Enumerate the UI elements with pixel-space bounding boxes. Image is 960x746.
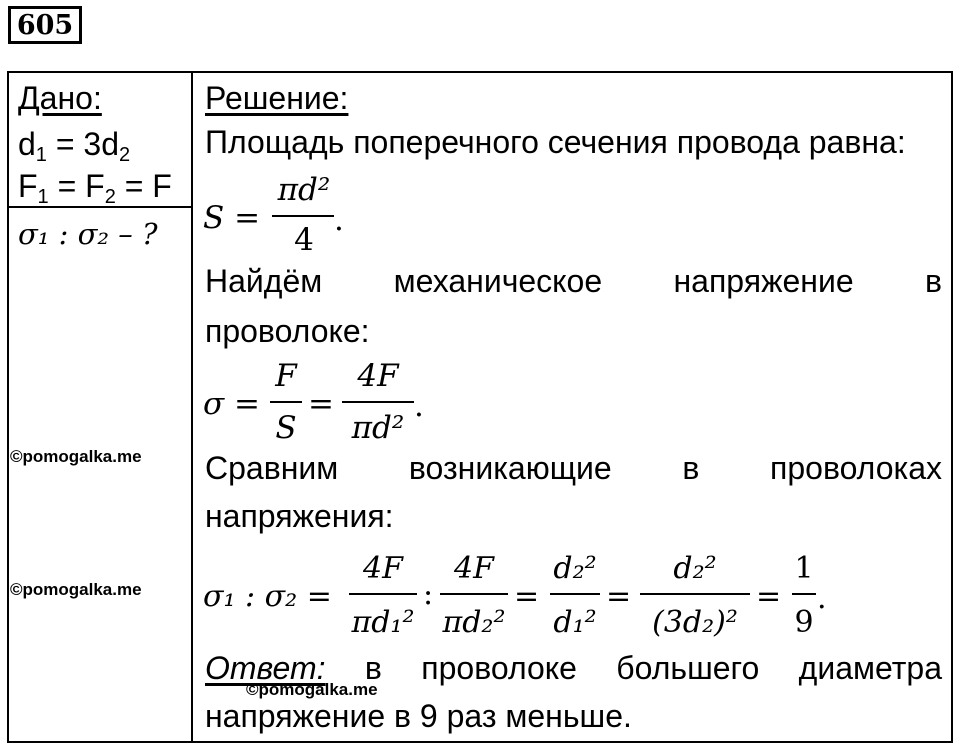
- formula-ratio-c-num: d₂²: [553, 551, 597, 586]
- formula-ratio-end: .: [817, 581, 827, 616]
- formula-stress-f1-num: F: [275, 358, 297, 394]
- answer-line: Ответ: в проволоке большего диаметра: [205, 650, 942, 686]
- formula-ratio-eq1: =: [514, 579, 540, 614]
- given-line-forces: $F_1 = F_2 = F$: [18, 168, 172, 208]
- formula-stress-f1-den: S: [275, 410, 297, 446]
- formula-ratio-e-den: 9: [794, 605, 814, 640]
- formula-ratio-b-den: πd₂²: [442, 605, 506, 640]
- formula-ratio-lhs: σ₁ : σ₂ =: [203, 579, 332, 614]
- given-line-diameters: $d_1 = 3d_2$: [18, 126, 131, 166]
- column-divider: [191, 71, 193, 743]
- formula-ratio: [200, 544, 840, 644]
- formula-stress-eq: =: [308, 386, 334, 422]
- formula-stress-f2-num: 4F: [357, 358, 399, 394]
- paragraph-area: Площадь поперечного сечения провода равна:: [205, 124, 906, 160]
- paragraph-compare: Сравним возникающие в проволоках: [205, 450, 942, 486]
- paragraph-stress-tail: проволоке:: [205, 313, 370, 349]
- formula-area-lhs: S =: [203, 200, 261, 236]
- paragraph-stress: Найдём механическое напряжение в: [205, 263, 942, 299]
- watermark: ©pomogalka.me: [10, 580, 142, 599]
- formula-ratio-a-num: 4F: [363, 551, 403, 586]
- problem-number: 605: [8, 6, 82, 44]
- formula-stress-lhs: σ =: [203, 386, 260, 422]
- formula-ratio-a-den: πd₁²: [351, 605, 415, 640]
- answer-tail: напряжение в 9 раз меньше.: [205, 698, 632, 734]
- formula-stress-f2-den: πd²: [351, 410, 405, 446]
- formula-stress-end: .: [414, 388, 424, 424]
- find-quantity: σ₁ : σ₂ – ?: [18, 217, 158, 251]
- formula-area-end: .: [334, 202, 344, 238]
- formula-ratio-eq2: =: [606, 579, 632, 614]
- formula-stress: [200, 352, 440, 448]
- formula-ratio-eq3: =: [756, 579, 782, 614]
- formula-area-num: πd²: [277, 172, 331, 208]
- formula-ratio-c-den: d₁²: [553, 605, 597, 640]
- paragraph-compare-tail: напряжения:: [205, 498, 394, 534]
- watermark: ©pomogalka.me: [246, 680, 378, 699]
- formula-area: [200, 168, 380, 260]
- watermark: ©pomogalka.me: [10, 447, 142, 466]
- formula-ratio-d-num: d₂²: [673, 551, 717, 586]
- formula-ratio-e-num: 1: [794, 551, 814, 586]
- formula-area-den: 4: [294, 222, 314, 258]
- formula-ratio-colon: :: [423, 577, 434, 612]
- given-heading: Дано:: [18, 80, 102, 116]
- answer-label: Ответ:: [205, 650, 326, 686]
- given-divider: [7, 206, 193, 208]
- solution-heading: Решение:: [205, 80, 349, 116]
- formula-ratio-b-num: 4F: [454, 551, 494, 586]
- formula-ratio-d-den: (3d₂)²: [652, 605, 738, 640]
